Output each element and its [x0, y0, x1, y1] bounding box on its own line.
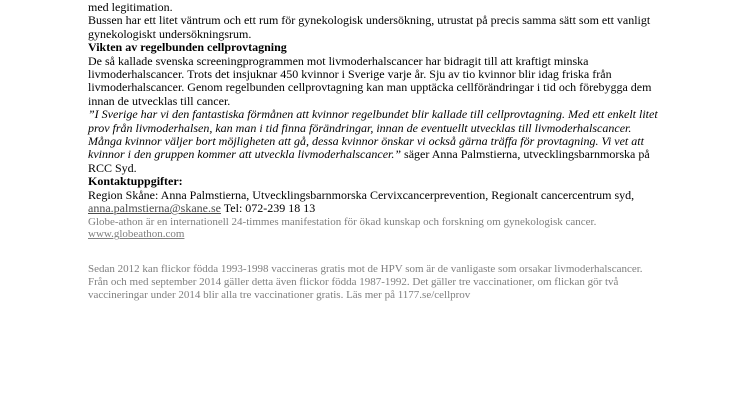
footnote-globeathon: [88, 216, 662, 242]
footnote-globeathon-text: Globe-athon är en internationell 24-timmes manifestation för ökad kunskap och forskning om gynekologisk cancer.: [88, 215, 597, 228]
section-heading-contact: Kontaktuppgifter:: [88, 174, 183, 189]
screening-body-paragraph: De så kallade svenska screeningprogrammen mot livmoderhalscancer har bidragit till att kraftigt minska livmoderhalscancer. Trots det insjuknar 450 kvinnor i Sverige varje år. Sju av tio kvinnor blir idag friska från livmoderhalscancer. Genom regelbunden cellprovtagning kan man upptäcka cellförändringar i tid och förebygga dem innan de utvecklas till cancer.: [88, 53, 652, 108]
intro-fragment: med legitimation.: [88, 0, 173, 14]
contact-text-after-link: Tel: 072-239 18 13: [221, 201, 316, 216]
section-heading-screening: Vikten av regelbunden cellprovtagning: [88, 40, 287, 55]
globeathon-website-link[interactable]: www.globeathon.com: [88, 228, 185, 241]
contact-email-link[interactable]: anna.palmstierna@skane.se: [88, 201, 222, 216]
contact-text-before-link: Region Skåne: Anna Palmstierna, Utvecklingsbarnmorska Cervixcancerprevention, Regionalt cancercentrum syd,: [88, 187, 635, 202]
footnote-vaccination: Sedan 2012 kan flickor födda 1993-1998 vaccineras gratis mot de HPV som är de vanligaste som orsakar livmoderhalscancer. Från och med september 2014 gäller detta även flickor födda 1987-1992. Det gäller tre vaccinationer, om flickan gör två vaccineringar under 2014 blir alla tre vaccinationer gratis. Läs mer på 1177.se/cellprov: [88, 263, 643, 301]
intro-paragraph: Bussen har ett litet väntrum och ett rum för gynekologisk undersökning, utrustat på precis samma sätt som ett vanligt gynekologiskt undersökningsrum.: [88, 13, 651, 41]
quote-text: ”I Sverige har vi den fantastiska förmånen att kvinnor regelbundet blir kallade till cellprovtagning. Med ett enkelt litet prov från livmoderhalsen, kan man i tid finna förändringar, innan de eventuellt utvecklas till livmoderhalscancer. Många kvinnor väljer bort möjligheten att gå, dessa kvinnor önskar vi också gärna träffa för provtagning. Vi vet att kvinnor i den gruppen kommer att utveckla livmoderhalscancer.”: [88, 107, 658, 162]
contact-paragraph: [88, 189, 662, 216]
quote-attribution: säger Anna Palmstierna, utvecklingsbarnmorska på RCC Syd.: [88, 147, 650, 175]
screening-quote-paragraph: [88, 108, 662, 175]
